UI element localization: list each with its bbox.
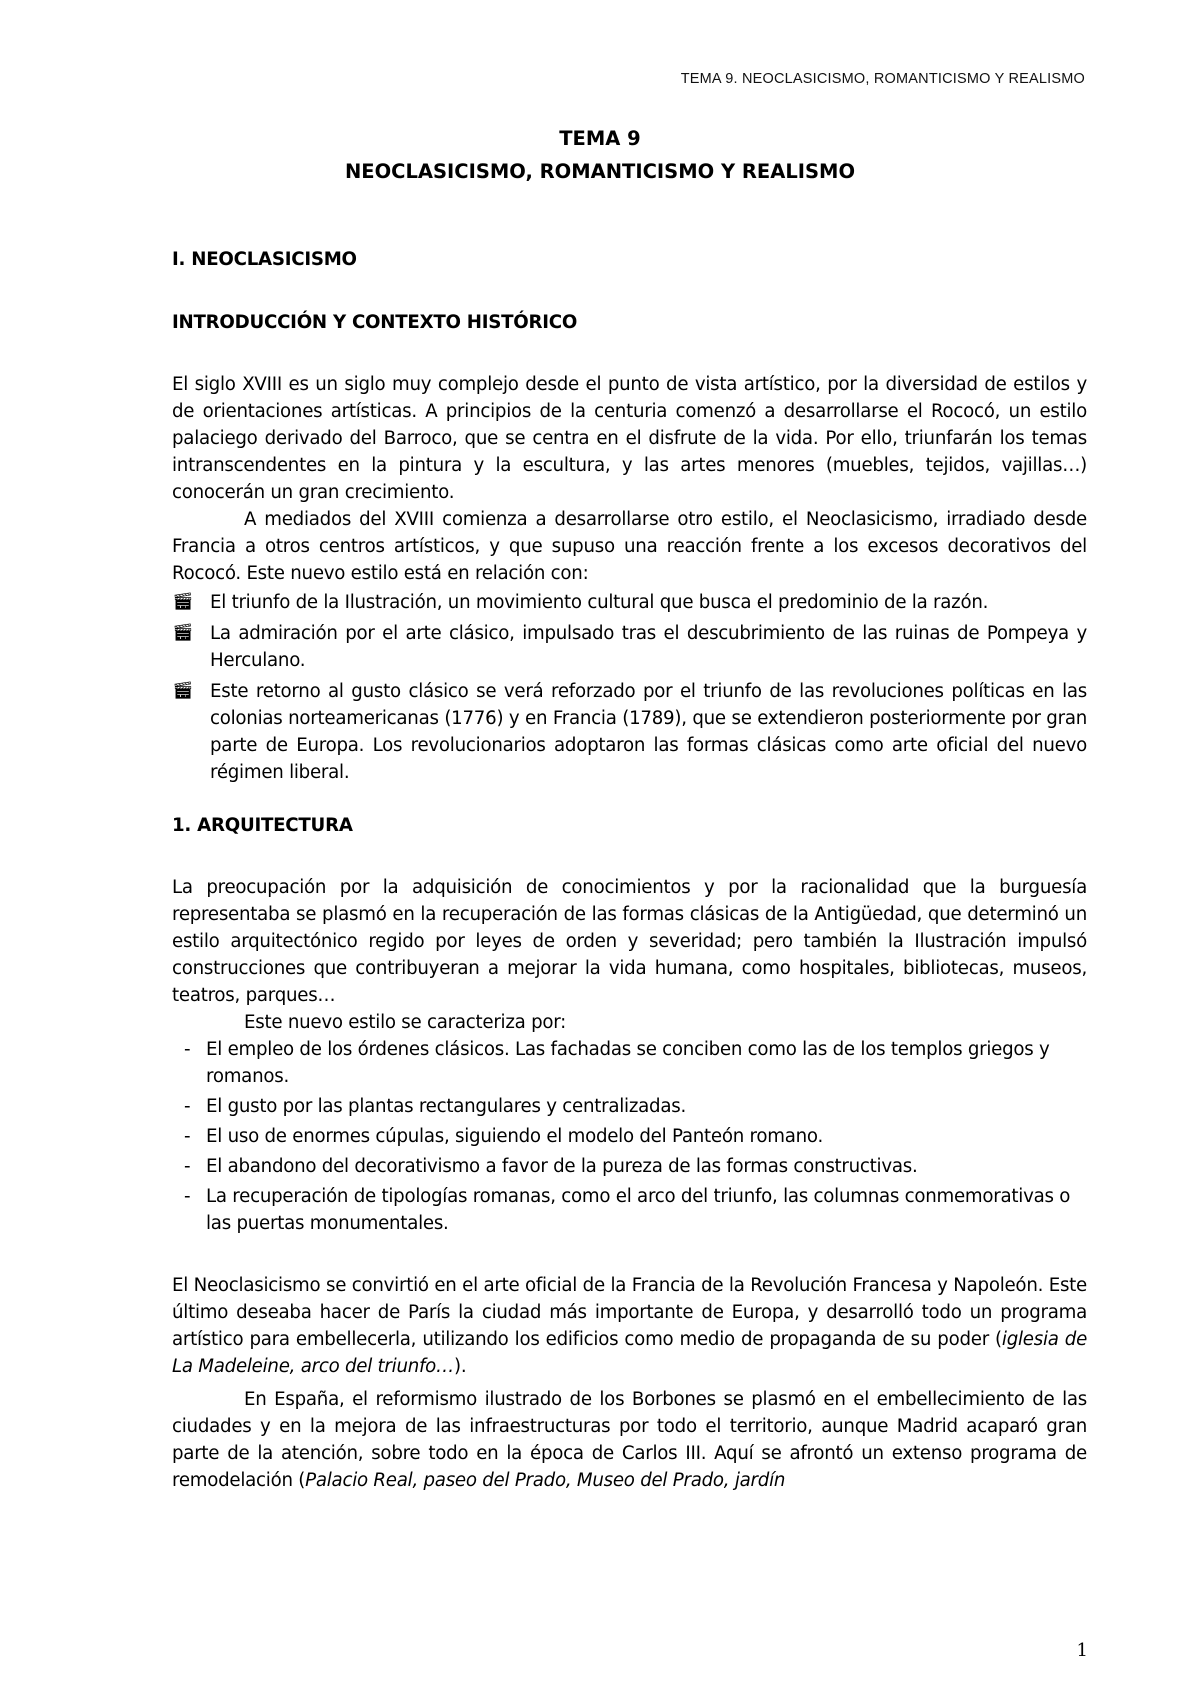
italic-text: Palacio Real, paseo del Prado, Museo del Prado, jardín [305, 1470, 786, 1491]
dash-list [172, 1036, 1087, 1237]
list-item: - El empleo de los órdenes clásicos. Las fachadas se conciben como las de los templos griegos y romanos. [184, 1039, 1050, 1087]
document-title [0, 122, 1200, 188]
paragraph: El Neoclasicismo se convirtió en el arte oficial de la Francia de la Revolución Francesa y Napoleón. Este último deseaba hacer de París la ciudad más importante de Europa, y desarrolló todo un programa artístico para embellecerla, utilizando los edificios como medio de propaganda de su poder (iglesia de La Madeleine, arco del triunfo…). [172, 1275, 1088, 1377]
paragraph: En España, el reformismo ilustrado de los Borbones se plasmó en el embellecimiento de las ciudades y en la mejora de las infraestructuras por todo el territorio, aunque Madrid acaparó gran parte de la atención, sobre todo en la época de Carlos III. Aquí se afrontó un extenso programa de remodelación (Palacio Real, paseo del Prado, Museo del Prado, jardín [172, 1389, 1087, 1491]
list-item [172, 678, 1087, 786]
list-item-text: La recuperación de tipologías romanas, como el arco del triunfo, las columnas conmemorativas o las puertas monumentales. [206, 1186, 1071, 1234]
list-item: - El uso de enormes cúpulas, siguiendo el modelo del Panteón romano. [184, 1126, 823, 1147]
title-line-2: NEOCLASICISMO, ROMANTICISMO Y REALISMO [344, 160, 856, 183]
list-item: - El abandono del decorativismo a favor de la pureza de las formas constructivas. [184, 1156, 918, 1177]
list-item: - El gusto por las plantas rectangulares y centralizadas. [184, 1096, 686, 1117]
section-heading: I. NEOCLASICISMO [172, 249, 357, 270]
list-item-text: El abandono del decorativismo a favor de la pureza de las formas constructivas. [206, 1156, 918, 1177]
list-item-text: Este retorno al gusto clásico se verá reforzado por el triunfo de las revoluciones políticas en las colonias norteamericanas (1776) y en Francia (1789), que se extendieron posteriormente por gran parte de Europa. Los revolucionarios adoptaron las formas clásicas como arte oficial del nuevo régimen liberal. [210, 681, 1087, 783]
paragraph: La preocupación por la adquisición de conocimientos y por la racionalidad que la burguesía representaba se plasmó en la recuperación de las formas clásicas de la Antigüedad, que determinó un estilo arquitectónico regido por leyes de orden y severidad; pero también la Ilustración impulsó construcciones que contribuyeran a mejorar la vida humana, como hospitales, bibliotecas, museos, teatros, parques… [172, 877, 1087, 1006]
list-item [172, 589, 1087, 616]
title-line-1: TEMA 9 [559, 127, 641, 150]
paragraph: Este nuevo estilo se caracteriza por: [244, 1012, 567, 1033]
list-item-text: El uso de enormes cúpulas, siguiendo el modelo del Panteón romano. [206, 1126, 823, 1147]
section-heading: 1. ARQUITECTURA [172, 815, 353, 836]
list-item-text: El empleo de los órdenes clásicos. Las fachadas se conciben como las de los templos griegos y romanos. [206, 1039, 1050, 1087]
bullet-list [172, 589, 1087, 786]
italic-text: iglesia de La Madeleine, arco del triunfo… [172, 1329, 1088, 1377]
page-number: 1 [1076, 1640, 1088, 1661]
paragraph: A mediados del XVIII comienza a desarrollarse otro estilo, el Neoclasicismo, irradiado desde Francia a otros centros artísticos, y que supuso una reacción frente a los excesos decorativos del Rococó. Este nuevo estilo está en relación con: [172, 509, 1087, 584]
list-item-text: El gusto por las plantas rectangulares y centralizadas. [206, 1096, 686, 1117]
clapperboard-icon: 🎬︎ [172, 623, 194, 643]
list-item [172, 620, 1087, 674]
list-item-text: La admiración por el arte clásico, impulsado tras el descubrimiento de las ruinas de Pompeya y Herculano. [210, 623, 1087, 671]
subsection-heading: INTRODUCCIÓN Y CONTEXTO HISTÓRICO [172, 312, 578, 333]
list-item: - La recuperación de tipologías romanas, como el arco del triunfo, las columnas conmemorativas o las puertas monumentales. [184, 1186, 1071, 1234]
list-item-text: El triunfo de la Ilustración, un movimiento cultural que busca el predominio de la razón. [210, 592, 989, 613]
paragraph: El siglo XVIII es un siglo muy complejo desde el punto de vista artístico, por la diversidad de estilos y de orientaciones artísticas. A principios de la centuria comenzó a desarrollarse el Rococó, un estilo palaciego derivado del Barroco, que se centra en el disfrute de la vida. Por ello, triunfarán los temas intranscendentes en la pintura y la escultura, y las artes menores (muebles, tejidos, vajillas…) conocerán un gran crecimiento. [172, 374, 1087, 503]
clapperboard-icon: 🎬︎ [172, 681, 194, 701]
clapperboard-icon: 🎬︎ [172, 592, 194, 612]
running-header: TEMA 9. NEOCLASICISMO, ROMANTICISMO Y REALISMO [680, 71, 1085, 87]
document-body [172, 246, 1087, 1494]
